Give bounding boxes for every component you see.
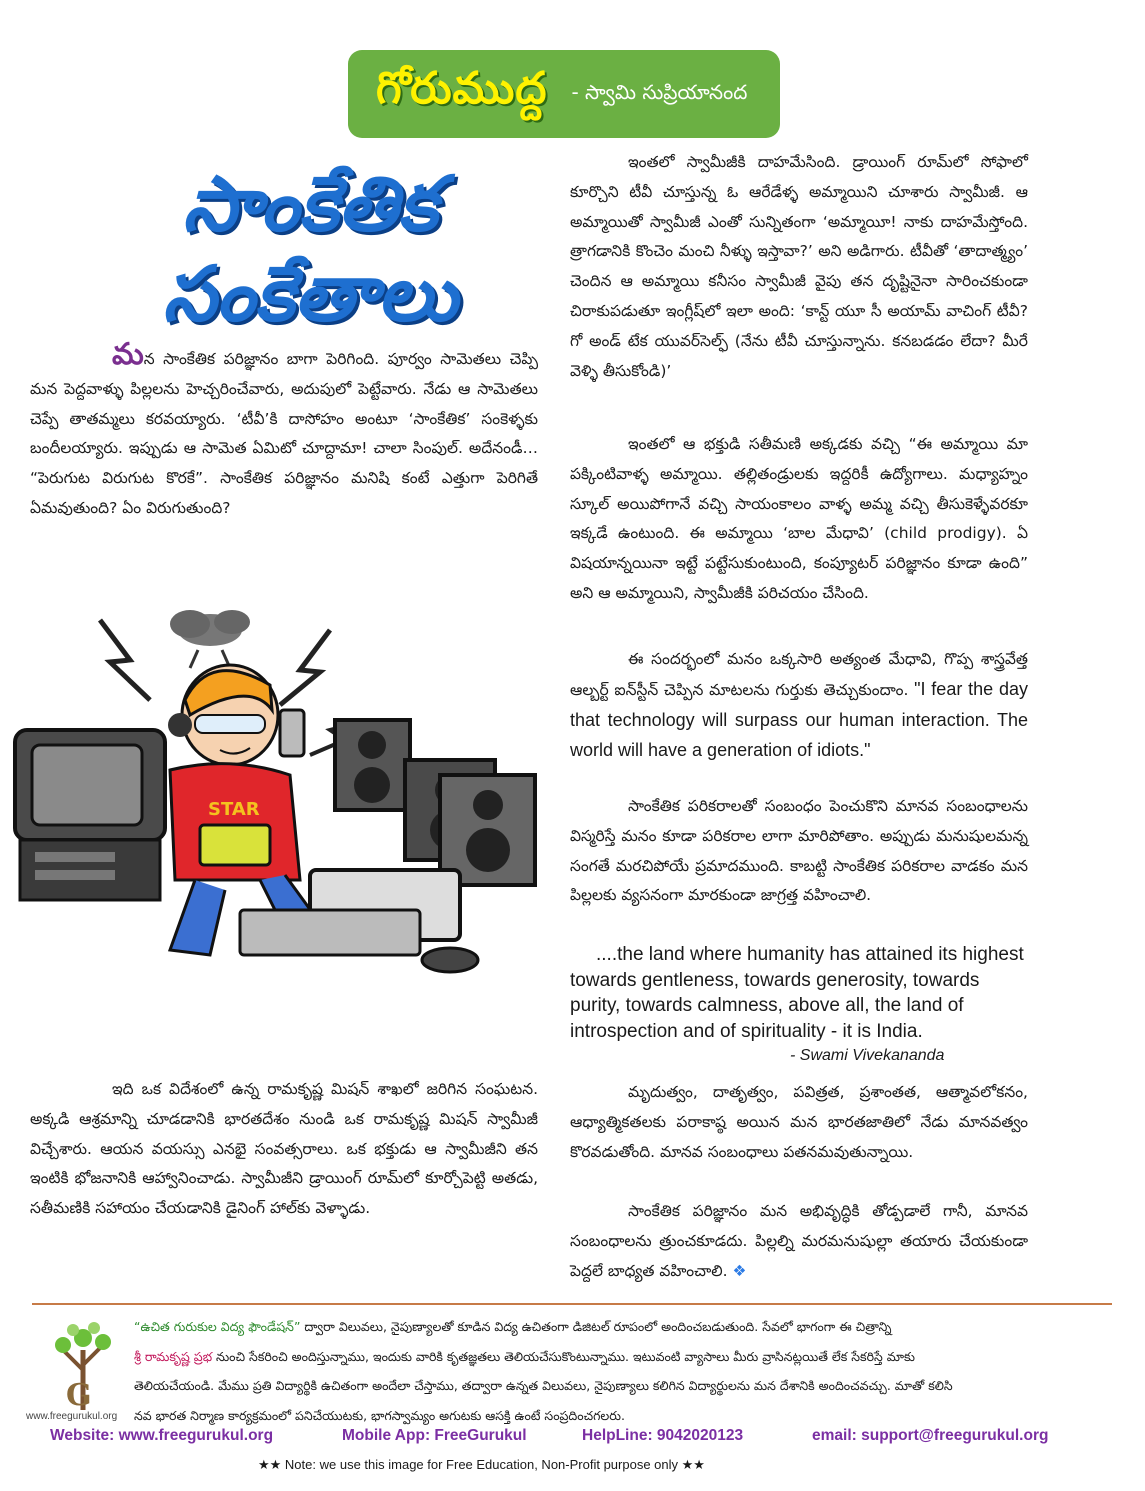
mobile-app-link[interactable]: Mobile App: FreeGurukul xyxy=(342,1427,527,1444)
section-banner xyxy=(348,50,780,138)
cartoon-illustration xyxy=(10,590,550,980)
right-paragraph-4: సాంకేతిక పరికరాలతో సంబంధం పెంచుకొని మానవ సంబంధాలను విస్మరిస్తే మనం కూడా పరికరాల లాగా మారిపోతాం. అప్పుడు మనుషులమన్న సంగతే మరచిపోయే ప్రమాదముంది. కాబట్టి సాంకేతిక పరికరాల వాడకం మన పిల్లలకు వ్యసనంగా మారకుండా జాగ్రత్త వహించాలి. xyxy=(570,797,1028,905)
storm-cloud-icon xyxy=(170,610,250,668)
svg-text:G: G xyxy=(66,1378,92,1413)
section-title: గోరుముద్ద xyxy=(376,63,548,114)
footer-divider xyxy=(32,1303,1112,1305)
right-paragraph-5: మృదుత్వం, దాతృత్వం, పవిత్రత, ప్రశాంతత, ఆత్మావలోకనం, ఆధ్యాత్మికతలకు పరాకాష్ఠ అయిన మన భారతజాతిలో నేడు మానవత్వం కొరవడుతోంది. మానవ సంబంధాలు పతనమవుతున్నాయి. xyxy=(570,1083,1028,1161)
freegurukul-logo-icon xyxy=(28,1310,138,1420)
einstein-quote: "I fear the day that technology will surpass our human interaction. The world will have a generation of idiots." xyxy=(570,678,1028,761)
footer-note: ★★ Note: we use this image for Free Education, Non-Profit purpose only ★★ xyxy=(258,1457,705,1472)
intro-text: న సాంకేతిక పరిజ్ఞానం బాగా పెరిగింది. పూర్వం సామెతలు చెప్పి మన పెద్దవాళ్ళు పిల్లలను హెచ్చరించేవారు, అదుపులో పెట్టేవారు. నేడు ఆ సామెతలు చెప్పే తాతమ్మలు కరవయ్యారు. ‘టీవీ’కి దాసోహం అంటూ ‘సాంకేతిక’ సంకెళ్ళకు బందీలయ్యారు. ఇప్పుడు ఆ సామెత ఏమిటో చూద్దామా! చాలా సింపుల్. అదేనండీ… “పెరుగుట విరుగుట కొరకే”. సాంకేతిక పరిజ్ఞానం మనిషి కంటే ఎత్తుగా పెరిగితే ఏమవుతుంది? ఏం విరుగుతుంది? xyxy=(30,350,538,517)
right-paragraph-6 xyxy=(570,1197,1028,1286)
vivekananda-author: - Swami Vivekananda xyxy=(790,1047,945,1064)
shirt-text: STAR xyxy=(208,799,260,820)
closing-text: సాంకేతిక పరిజ్ఞానం మన అభివృద్ధికి తోడ్పడాలే గానీ, మానవ సంబంధాలను త్రుంచకూడదు. పిల్లల్ని మరమనుషుల్లా తయారు చేయకుండా పెద్దలే బాధ్యత వహించాలి. xyxy=(570,1202,1028,1280)
foundation-name: “ఉచిత గురుకుల విద్య ఫౌండేషన్” xyxy=(134,1319,301,1334)
website-link[interactable]: Website: www.freegurukul.org xyxy=(50,1427,274,1444)
story-paragraph: ఇది ఒక విదేశంలో ఉన్న రామకృష్ణ మిషన్ శాఖలో జరిగిన సంఘటన. అక్కడి ఆశ్రమాన్ని చూడడానికి భారతదేశం నుండి ఒక రామకృష్ణ మిషన్ స్వామీజీ విచ్చేశారు. ఆయన వయస్సు ఎనభై సంవత్సరాలు. ఒక భక్తుడు ఆ స్వామీజీని తన ఇంటికి భోజనానికి ఆహ్వానించాడు. స్వామీజీని డ్రాయింగ్ రూమ్‌లో కూర్చోపెట్టి అతడు, సతీమణికి సహాయం చేయడానికి డైనింగ్ హాల్‌కు వెళ్ళాడు. xyxy=(30,1080,538,1218)
footer-description: “ఉచిత గురుకుల విద్య ఫౌండేషన్” ద్వారా విలువలు, నైపుణ్యాలతో కూడిన విద్య ఉచితంగా డిజిటల్ రూపంలో అందించబడుతుంది. సేవలో భాగంగా ఈ చిత్రాన్ని శ్రీ రామకృష్ణ ప్రభ నుంచి సేకరించి అందిస్తున్నాము, ఇందుకు వారికి కృతజ్ఞతలు తెలియచేసుకొంటున్నాము. ఇటువంటి వ్యాసాలు మీరు వ్రాసినట్లయితే లేక సేకరిస్తే మాకు తెలియచేయండి. మేము ప్రతి విద్యార్థికి ఉచితంగా అందేలా చేస్తాము, తద్వారా ఉన్నత విలువలు, నైపుణ్యాలు కలిగిన విద్యార్థులను మన దేశానికి అందించవచ్చు. మాతో కలిసి నవ భారత నిర్మాణ కార్యక్రమంలో పనిచేయుటకు, భాగస్వామ్యం అగుటకు ఆసక్తి ఉంటే సంప్రదించగలరు. xyxy=(134,1319,953,1423)
right-paragraph-2: ఇంతలో ఆ భక్తుడి సతీమణి అక్కడకు వచ్చి “ఈ అమ్మాయి మా పక్కింటివాళ్ళ అమ్మాయి. తల్లితండ్రులకు ఇద్దరికీ ఉద్యోగాలు. మధ్యాహ్నం స్కూల్ అయిపోగానే వచ్చి సాయంకాలం వాళ్ళ అమ్మ వచ్చి తీసుకెళ్ళేవరకూ ఇక్కడే ఉంటుంది. ఈ అమ్మాయి ‘బాల మేధావి’ (child prodigy). ఏ విషయాన్నయినా ఇట్టే పట్టేసుకుంటుంది, కంప్యూటర్ పరిజ్ఞానం కూడా ఉంది” అని ఆ అమ్మాయిని, స్వామీజీకి పరిచయం చేసింది. xyxy=(570,435,1028,602)
right-paragraph-3 xyxy=(570,645,1028,767)
logo-caption: www.freegurukul.org xyxy=(26,1411,118,1422)
helpline-number[interactable]: HelpLine: 9042020123 xyxy=(582,1427,744,1444)
end-mark-icon: ❖ xyxy=(732,1261,747,1280)
article-title-line-2: సంకేతాలు xyxy=(162,249,458,338)
drop-cap: మ xyxy=(112,337,144,372)
gamepad-icon xyxy=(422,948,478,972)
einstein-intro: ఈ సందర్భంలో మనం ఒక్కసారి అత్యంత మేధావి, గొప్ప శాస్త్రవేత్త ఆల్బర్ట్ ఐన్‌స్టీన్ చెప్పిన మాటలను గుర్తుకు తెచ్చుకుందాం. xyxy=(570,650,1028,699)
email-link[interactable]: email: support@freegurukul.org xyxy=(812,1427,1049,1444)
tv-icon xyxy=(15,730,165,900)
intro-paragraph xyxy=(30,337,538,524)
author-name: - స్వామి సుప్రియానంద xyxy=(571,79,748,104)
speaker-icon xyxy=(335,720,535,885)
article-title-line-1: సాంకేతిక xyxy=(182,159,438,248)
right-paragraph-1: ఇంతలో స్వామీజీకి దాహమేసింది. డ్రాయింగ్ రూమ్‌లో సోఫాలో కూర్చొని టీవీ చూస్తున్న ఓ ఆరేడేళ్ళ అమ్మాయిని చూశారు స్వామీజీ. ఆ అమ్మాయితో స్వామీజీ ఎంతో సున్నితంగా ‘అమ్మాయీ! నాకు దాహమేస్తోంది. త్రాగడానికి కొంచెం మంచి నీళ్ళు ఇస్తావా?’ అని అడిగారు. టీవీతో ‘తాదాత్మ్యం’ చెందిన ఆ అమ్మాయి కనీసం స్వామీజీ వైపు తన దృష్టినైనా సారించకుండా చిరాకుపడుతూ ఇంగ్లీష్‌లో ఇలా అంది: ‘కాన్ట్ యూ సీ అయామ్ వాచింగ్ టీవీ? గో అండ్ టేక యువర్‌సెల్ఫ్ (నేను టీవీ చూస్తున్నాను. కనబడడం లేదా? మీరే వెళ్ళి తీసుకోండి)’ xyxy=(570,153,1028,380)
source-name: శ్రీ రామకృష్ణ ప్రభ xyxy=(134,1348,213,1364)
vivekananda-quote: ....the land where humanity has attained its highest towards gentleness, towards generosity, towards purity, towards calmness, above all, the land of introspection and of spirituality - it is India. xyxy=(570,944,1024,1042)
